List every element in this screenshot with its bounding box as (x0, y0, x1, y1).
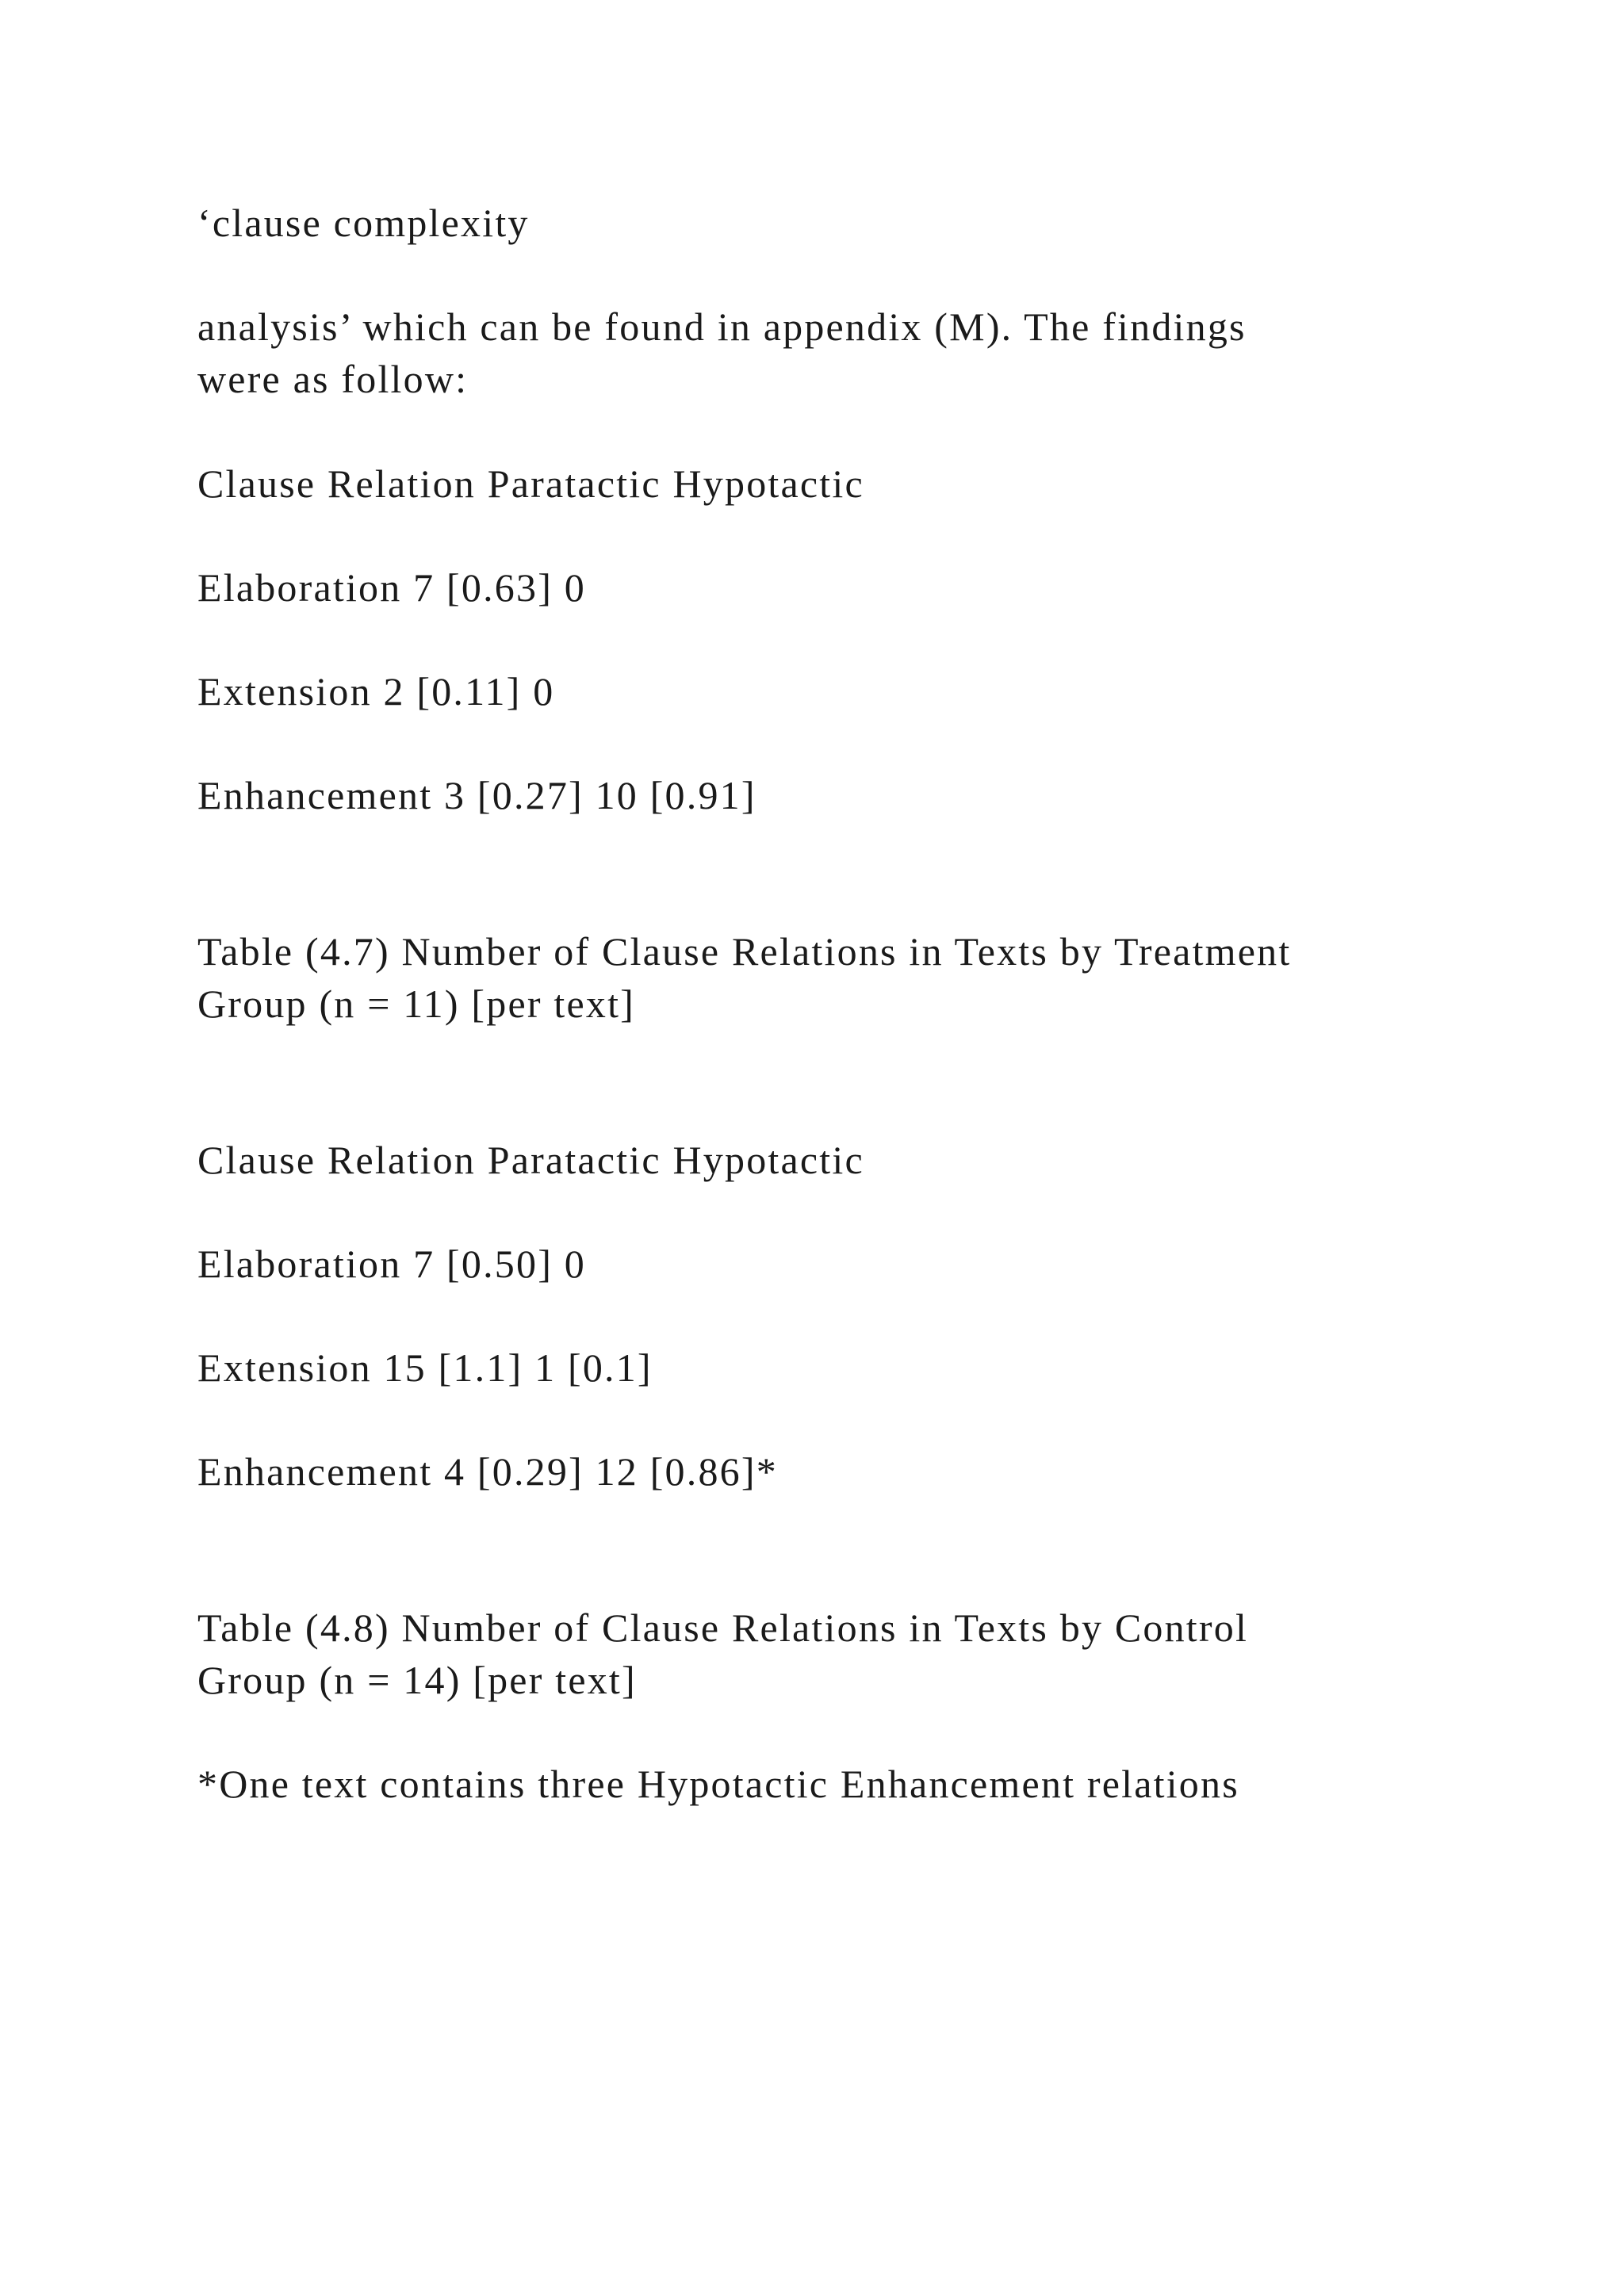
table-4-7-row-enhancement: Enhancement 3 [0.27] 10 [0.91] (197, 773, 756, 817)
table-4-7-row-elaboration: Elaboration 7 [0.63] 0 (197, 565, 586, 610)
table-4-8-caption-line-2: Group (n = 14) [per text] (197, 1658, 637, 1702)
intro-line-2: analysis’ which can be found in appendix (M). The findings (197, 304, 1247, 349)
table-4-7-caption-line-2: Group (n = 11) [per text] (197, 982, 636, 1026)
table-4-8-header: Clause Relation Paratactic Hypotactic (197, 1138, 864, 1182)
table-4-8-row-extension: Extension 15 [1.1] 1 [0.1] (197, 1345, 653, 1390)
intro-line-3: were as follow: (197, 357, 469, 401)
table-4-7-caption-line-1: Table (4.7) Number of Clause Relations in Texts by Treatment (197, 929, 1292, 974)
table-4-8-row-enhancement: Enhancement 4 [0.29] 12 [0.86]* (197, 1449, 778, 1494)
table-4-7-header: Clause Relation Paratactic Hypotactic (197, 461, 864, 506)
intro-line-1: ‘clause complexity (197, 201, 530, 245)
table-4-8-caption-line-1: Table (4.8) Number of Clause Relations in Texts by Control (197, 1605, 1249, 1650)
table-4-8-row-elaboration: Elaboration 7 [0.50] 0 (197, 1242, 586, 1286)
table-4-7-row-extension: Extension 2 [0.11] 0 (197, 669, 555, 714)
footnote: *One text contains three Hypotactic Enhancement relations (197, 1762, 1239, 1806)
